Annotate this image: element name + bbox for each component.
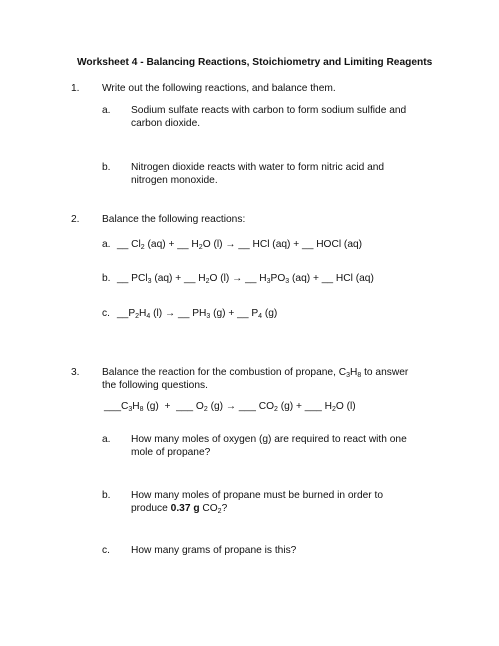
q2-text: Balance the following reactions: (102, 214, 246, 225)
q2c-label: c. (102, 308, 110, 319)
q2b-label: b. (102, 273, 111, 284)
q2a-equation: __ $Cl_2$ (aq) + __ $H_2O$ (l) → __ HCl (aq) + __ HOCl (aq) (117, 239, 363, 251)
q3-number: 3. (71, 367, 80, 378)
q2a-label: a. (102, 239, 111, 250)
q1-text: Write out the following reactions, and balance them. (102, 83, 336, 94)
q1a-label: a. (102, 105, 111, 116)
q3b-label: b. (102, 490, 111, 501)
q2b-equation: __ PCl$_3$ (aq) + __ $H_2O$ (l) → __ $H_3PO_3$ (aq) + __ HCl (aq) (117, 273, 374, 285)
q3a-text: How many moles of oxygen (g) are required to react with one mole of propane? (131, 434, 407, 458)
q1b-label: b. (102, 162, 111, 173)
q1a-text: Sodium sulfate reacts with carbon to form sodium sulfide and carbon dioxide. (131, 105, 407, 129)
q3-text: Balance the reaction for the combustion of propane, $C_3H_8$ to answer the following questions. (102, 367, 409, 391)
q3b-text: How many moles of propane must be burned in order to produce 0.37 g $CO_2$? (131, 490, 383, 515)
q1-number: 1. (71, 83, 80, 94)
q3c-text: How many grams of propane is this? (131, 545, 297, 556)
q2c-equation: $\_\_P_2H_4$ (l) → __ $PH_3$ (g) + __ $P_4$ (g) (117, 308, 278, 320)
q3-equation: $\_\_\_C_3H_8$ (g) + ___ $O_2$ (g) → ___ $CO_2$ (g) + ___ $H_2O$ (l) (104, 401, 356, 413)
q2-number: 2. (71, 214, 80, 225)
worksheet-title: Worksheet 4 - Balancing Reactions, Stoichiometry and Limiting Reagents (77, 57, 433, 68)
q1b-text: Nitrogen dioxide reacts with water to form nitric acid and nitrogen monoxide. (131, 162, 385, 186)
q3c-label: c. (102, 545, 110, 556)
q3a-label: a. (102, 434, 111, 445)
